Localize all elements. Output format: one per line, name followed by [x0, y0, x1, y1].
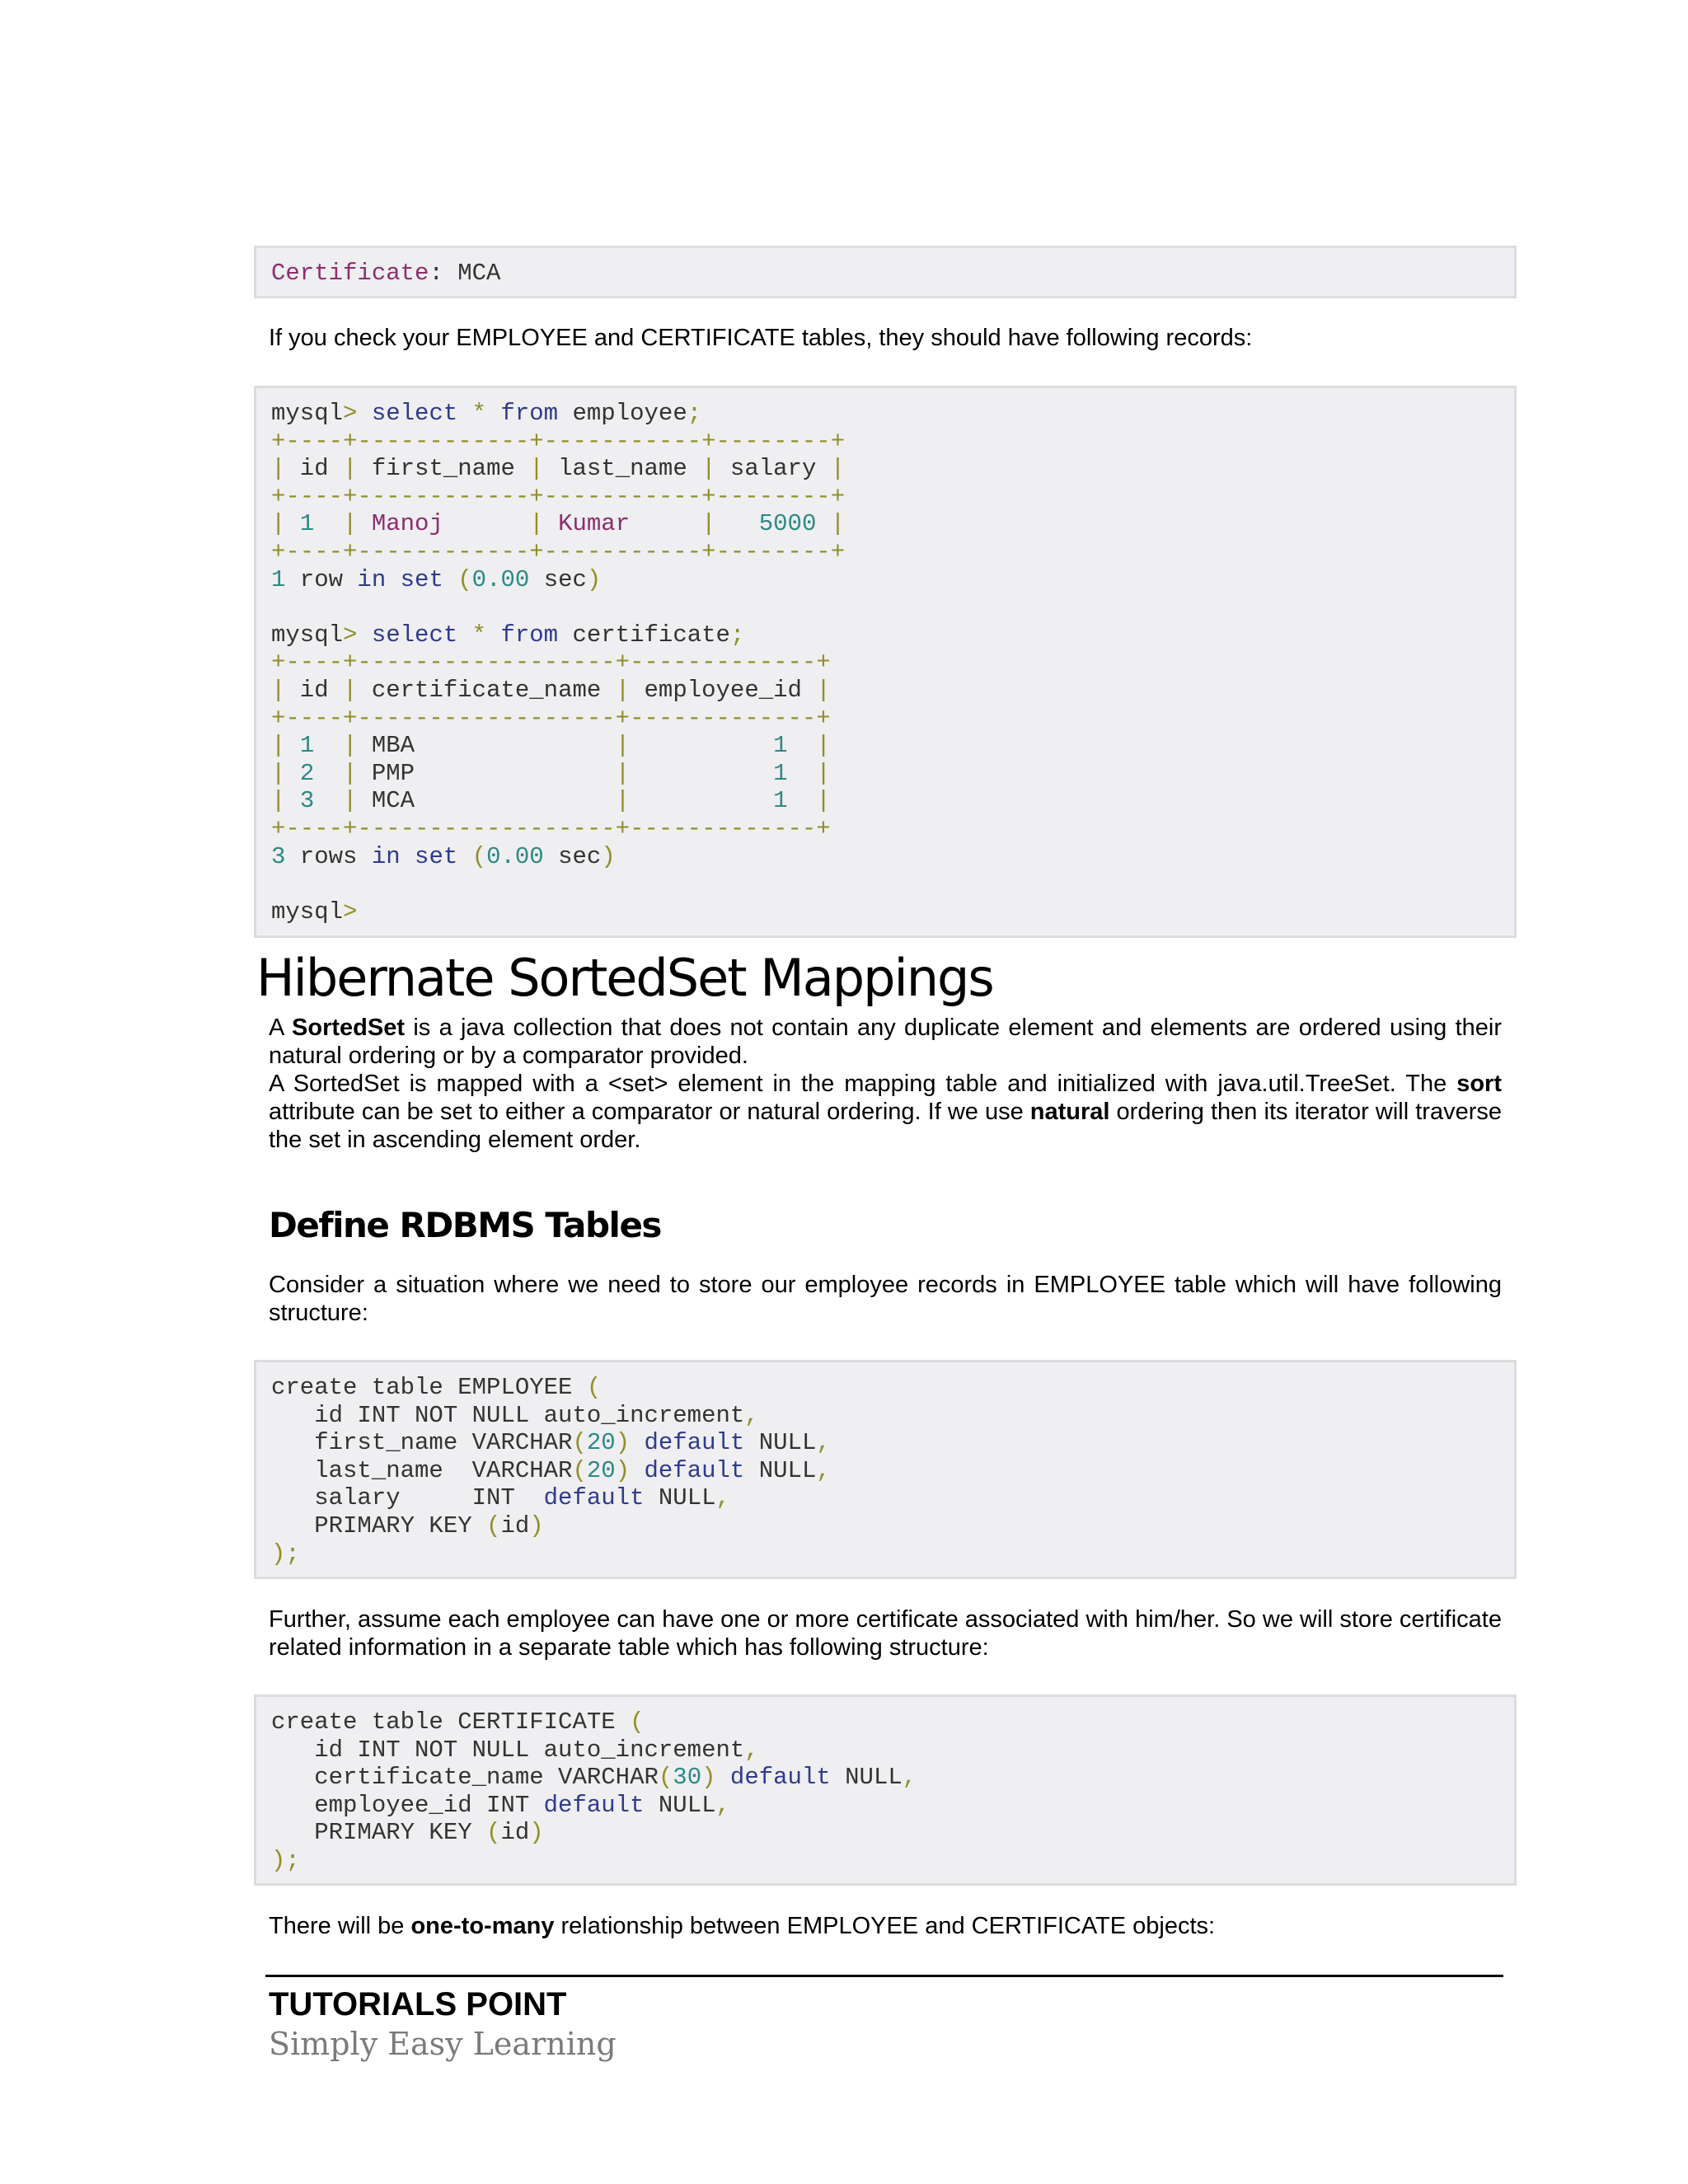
code-line	[271, 1457, 1514, 1485]
code-line	[271, 1847, 1514, 1875]
code-token: |	[343, 759, 358, 787]
code-token	[544, 510, 558, 537]
code-token	[486, 400, 500, 427]
code-token: id	[285, 455, 344, 483]
code-token: salary	[715, 455, 831, 483]
code-block-create-certificate	[254, 1694, 1517, 1886]
code-token: default	[543, 1484, 645, 1512]
code-token: : MCA	[429, 260, 501, 287]
code-token: (	[586, 1374, 602, 1401]
code-token: 1	[773, 787, 788, 815]
code-token: Kumar	[558, 510, 631, 538]
code-token: default	[644, 1456, 745, 1484]
code-token: mysql	[271, 621, 344, 649]
code-token: |	[343, 787, 358, 815]
code-token: >	[343, 898, 358, 926]
code-token: )	[615, 1429, 631, 1457]
code-token: select	[371, 621, 458, 649]
code-token: employee_id INT	[271, 1791, 544, 1819]
code-token	[630, 1429, 644, 1456]
code-token: )	[529, 1511, 544, 1540]
code-token: employee	[558, 400, 687, 427]
code-token	[285, 760, 299, 787]
mapping-bold-natural: natural	[1029, 1099, 1110, 1125]
code-token	[443, 510, 529, 537]
code-token: NULL	[644, 1791, 716, 1819]
code-token: last_name	[543, 455, 702, 483]
footer-divider	[265, 1975, 1503, 1977]
code-token: last_name VARCHAR	[271, 1456, 573, 1484]
code-token: id INT NOT NULL auto_increment	[271, 1736, 745, 1764]
code-token: first_name	[357, 455, 530, 483]
mapping-text-2: attribute can be set to either a comparator or natural ordering. If we use	[269, 1099, 1030, 1125]
code-token: |	[343, 455, 358, 483]
code-token: |	[271, 759, 286, 787]
code-line	[271, 1429, 1514, 1457]
code-token: sec	[529, 565, 587, 593]
code-token: NULL	[744, 1456, 817, 1484]
code-token: )	[601, 842, 616, 870]
code-token	[788, 787, 817, 814]
code-token: |	[816, 787, 831, 815]
code-line	[271, 1736, 1514, 1765]
code-line	[271, 538, 1514, 566]
code-token: (	[658, 1764, 673, 1792]
paragraph-check-tables: If you check your EMPLOYEE and CERTIFICATE tables, they should have following records:	[269, 325, 1253, 351]
code-token: );	[271, 1540, 300, 1568]
code-line	[271, 260, 1514, 288]
code-token: PRIMARY KEY	[271, 1511, 487, 1540]
code-token	[357, 621, 371, 649]
code-token: 1	[773, 759, 788, 787]
code-line	[271, 1374, 1514, 1402]
paragraph-further-assume: Further, assume each employee can have one or more certificate associated with him/her. So we will store certificate related information in a separate table which has following structure:	[269, 1606, 1502, 1661]
code-token	[401, 843, 415, 870]
code-token: NULL	[744, 1429, 817, 1457]
code-token: (	[572, 1456, 587, 1484]
code-token	[285, 510, 299, 537]
code-line	[271, 649, 1514, 677]
code-token: first_name VARCHAR	[271, 1429, 573, 1457]
code-line	[271, 455, 1514, 483]
code-line	[271, 1402, 1514, 1430]
intro-text-1: A	[269, 1015, 293, 1041]
code-line	[271, 760, 1514, 788]
code-token	[457, 843, 471, 870]
code-token: +----+------------------+-------------+	[271, 814, 831, 842]
code-token: )	[529, 1819, 544, 1847]
footer-subtitle: Simply Easy Learning	[269, 2026, 617, 2062]
code-token: in	[357, 565, 387, 593]
intro-text-2: is a java collection that does not contain any duplicate element and elements are ordered using their natural ordering or by a comparator provided.	[269, 1015, 1502, 1069]
code-token: |	[830, 510, 846, 538]
code-token	[285, 787, 299, 814]
code-token: |	[271, 455, 286, 483]
code-token: |	[343, 732, 358, 760]
code-line	[271, 870, 1514, 898]
code-token: certificate_name	[357, 676, 616, 704]
code-token	[716, 1764, 730, 1791]
code-token: set	[415, 842, 458, 870]
code-line	[271, 510, 1514, 538]
code-token: >	[343, 621, 358, 649]
code-token: |	[343, 510, 358, 538]
code-token	[630, 1457, 644, 1484]
code-token: id	[500, 1819, 530, 1847]
code-token: create table CERTIFICATE	[271, 1708, 631, 1736]
paragraph-sortedset-intro	[269, 1014, 1502, 1070]
code-token: ,	[715, 1484, 730, 1512]
code-line	[271, 898, 1514, 926]
code-token: );	[271, 1846, 300, 1874]
code-token: |	[615, 676, 631, 704]
code-token	[457, 621, 471, 649]
code-token: ,	[744, 1401, 759, 1429]
code-token: create table EMPLOYEE	[271, 1374, 587, 1401]
code-token	[271, 593, 285, 621]
code-line	[271, 787, 1514, 815]
code-token	[357, 400, 371, 427]
code-token: |	[271, 510, 286, 538]
code-line	[271, 843, 1514, 871]
code-token	[716, 510, 759, 537]
code-line	[271, 566, 1514, 594]
code-token	[630, 787, 773, 814]
code-token: >	[343, 400, 358, 427]
code-line	[271, 1764, 1514, 1792]
paragraph-relationship	[269, 1912, 1502, 1940]
code-token: 3	[299, 787, 315, 815]
code-token	[630, 760, 773, 787]
code-line	[271, 1512, 1514, 1540]
code-token: select	[371, 400, 458, 427]
code-line	[271, 815, 1514, 843]
code-token: 1	[773, 732, 788, 760]
code-token: ;	[729, 621, 745, 649]
paragraph-sortedset-mapping	[269, 1070, 1502, 1154]
code-token: |	[830, 455, 846, 483]
code-token	[443, 566, 457, 593]
mapping-text-3: ordering then its iterator will traverse the set in ascending element order.	[269, 1099, 1502, 1153]
code-token: default	[543, 1791, 645, 1819]
code-token: +----+------------------+-------------+	[271, 649, 831, 677]
code-token	[285, 732, 299, 759]
paragraph-consider-situation: Consider a situation where we need to store our employee records in EMPLOYEE table which will have following structure:	[269, 1272, 1502, 1326]
code-token: ,	[744, 1736, 759, 1764]
code-token: certificate_name VARCHAR	[271, 1764, 659, 1792]
code-line	[271, 400, 1514, 428]
code-token: id INT NOT NULL auto_increment	[271, 1401, 745, 1429]
code-token	[457, 400, 471, 427]
code-token	[314, 760, 343, 787]
code-token: salary INT	[271, 1484, 544, 1512]
code-token: +----+------------+-----------+--------+	[271, 537, 846, 565]
code-token: 20	[586, 1429, 616, 1457]
code-token: |	[271, 787, 286, 815]
intro-bold-sortedset: SortedSet	[292, 1015, 406, 1041]
code-token: ,	[715, 1791, 730, 1819]
footer-title: TUTORIALS POINT	[269, 1986, 567, 2022]
code-token: default	[729, 1764, 831, 1792]
code-token: *	[471, 621, 487, 649]
code-token: 0.00	[486, 842, 544, 870]
code-token: 5000	[758, 510, 817, 538]
code-line	[271, 1708, 1514, 1736]
code-token: *	[471, 400, 487, 427]
code-token: Manoj	[371, 510, 443, 538]
code-token	[314, 787, 343, 814]
code-token: (	[486, 1511, 501, 1540]
code-token: sec	[543, 842, 602, 870]
code-token: rows	[285, 842, 372, 870]
code-token: MBA	[357, 732, 616, 760]
relation-text-1: There will be	[269, 1913, 411, 1939]
code-token: (	[471, 842, 487, 870]
code-token: (	[457, 565, 472, 593]
code-token: ,	[902, 1764, 917, 1792]
code-token: )	[701, 1764, 716, 1792]
code-token: mysql	[271, 898, 344, 926]
code-line	[271, 483, 1514, 511]
code-token: id	[285, 676, 344, 704]
code-token: default	[644, 1429, 745, 1457]
code-token: |	[615, 732, 631, 760]
relation-text-2: relationship between EMPLOYEE and CERTIFICATE objects:	[554, 1913, 1216, 1939]
code-token	[486, 621, 500, 649]
code-token: 1	[271, 565, 286, 593]
code-token: 1	[299, 510, 315, 538]
relation-bold-one-to-many: one-to-many	[410, 1913, 555, 1939]
code-token: (	[486, 1819, 501, 1847]
code-token: |	[701, 455, 716, 483]
code-line	[271, 1484, 1514, 1512]
code-token	[630, 732, 773, 759]
code-token: PMP	[357, 759, 616, 787]
code-line	[271, 428, 1514, 456]
code-line	[271, 593, 1514, 621]
code-token: |	[343, 676, 358, 704]
code-token: 20	[586, 1456, 616, 1484]
code-token: mysql	[271, 400, 344, 427]
code-token	[788, 760, 817, 787]
mapping-text-1: A SortedSet is mapped with a <set> element in the mapping table and initialized with java.util.TreeSet. The	[269, 1071, 1457, 1097]
code-token: ;	[687, 400, 702, 427]
code-token: from	[500, 621, 559, 649]
code-token: |	[529, 510, 544, 538]
code-line	[271, 705, 1514, 733]
code-line	[271, 621, 1514, 649]
code-token: employee_id	[630, 676, 817, 704]
code-token	[314, 732, 343, 759]
code-block-mysql-select	[254, 386, 1517, 938]
code-token: NULL	[830, 1764, 903, 1792]
code-token: from	[500, 400, 559, 427]
code-token: certificate	[558, 621, 730, 649]
code-token: id	[500, 1511, 530, 1540]
code-token	[271, 870, 285, 898]
code-token: 30	[673, 1764, 702, 1792]
code-token: ,	[816, 1429, 831, 1457]
code-token: +----+------------+-----------+--------+	[271, 427, 846, 455]
code-token	[386, 566, 400, 593]
code-block-create-employee	[254, 1360, 1517, 1579]
code-token: PRIMARY KEY	[271, 1819, 487, 1847]
code-token: (	[572, 1429, 587, 1457]
code-block-certificate-output	[254, 246, 1517, 298]
code-token: (	[630, 1708, 645, 1736]
code-token: set	[400, 565, 443, 593]
code-token: |	[271, 732, 286, 760]
code-token: row	[285, 565, 358, 593]
code-token: |	[615, 759, 631, 787]
code-token: |	[816, 759, 831, 787]
code-token: ,	[816, 1456, 831, 1484]
code-token: |	[271, 676, 286, 704]
code-line	[271, 1540, 1514, 1568]
code-token: 1	[299, 732, 315, 760]
code-token: |	[816, 732, 831, 760]
code-token: +----+------------+-----------+--------+	[271, 482, 846, 510]
code-line	[271, 1819, 1514, 1847]
code-token	[314, 510, 343, 537]
code-token: Certificate	[271, 260, 429, 287]
code-token	[816, 510, 830, 537]
code-token: |	[701, 510, 716, 538]
code-token: |	[816, 676, 831, 704]
code-token: 2	[299, 759, 315, 787]
code-token: +----+------------------+-------------+	[271, 704, 831, 732]
code-token: 3	[271, 842, 286, 870]
code-token: NULL	[644, 1484, 716, 1512]
code-token: )	[615, 1456, 631, 1484]
heading-hibernate-sortedset-mappings: Hibernate SortedSet Mappings	[256, 948, 993, 1008]
code-line	[271, 1792, 1514, 1820]
code-token: |	[615, 787, 631, 815]
code-token: in	[371, 842, 401, 870]
code-token: 0.00	[471, 565, 530, 593]
code-line	[271, 677, 1514, 705]
code-token: )	[586, 565, 602, 593]
code-line	[271, 732, 1514, 760]
mapping-bold-sort: sort	[1456, 1071, 1502, 1097]
code-token	[357, 510, 371, 537]
code-token: |	[529, 455, 544, 483]
code-token: MCA	[357, 787, 616, 815]
heading-define-rdbms-tables: Define RDBMS Tables	[269, 1205, 661, 1245]
code-token	[788, 732, 817, 759]
code-token	[630, 510, 701, 537]
